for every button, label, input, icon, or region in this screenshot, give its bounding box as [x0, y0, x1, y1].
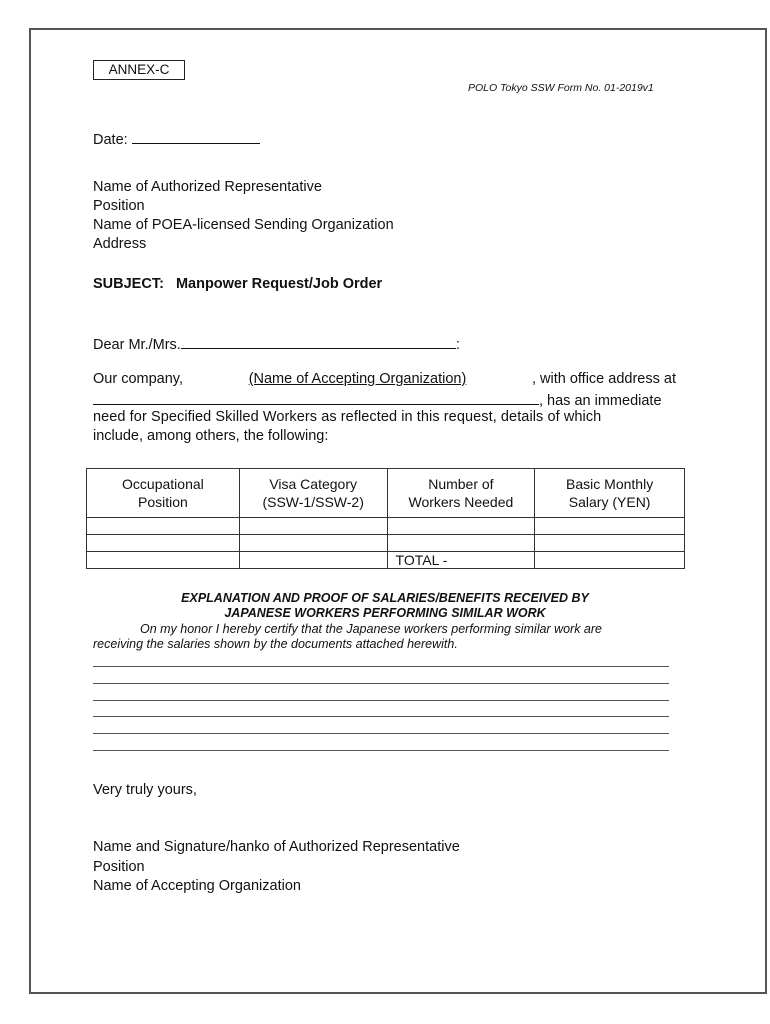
table-cell — [387, 518, 535, 535]
total-value-cell — [535, 552, 685, 569]
body-address-intro: , with office address at — [531, 371, 676, 387]
certification-line-2: receiving the salaries shown by the documents attached herewith. — [93, 637, 458, 651]
subject-text: Manpower Request/Job Order — [175, 276, 383, 292]
explanation-title-2: JAPANESE WORKERS PERFORMING SIMILAR WORK — [224, 606, 546, 620]
addressee-position: Position — [93, 198, 145, 214]
addressee-address: Address — [93, 236, 147, 252]
table-cell — [387, 535, 535, 552]
manpower-request-table — [86, 468, 685, 569]
salutation-suffix: : — [455, 337, 460, 353]
org-name-placeholder: (Name of Accepting Organization) — [248, 371, 467, 387]
table-cell — [239, 552, 387, 569]
table-cell — [535, 518, 685, 535]
body-immediate: , has an immediate — [539, 393, 662, 409]
body-company: Our company, — [93, 371, 183, 387]
table-cell — [239, 518, 387, 535]
blank-line — [93, 700, 669, 701]
body-line-4: include, among others, the following: — [93, 428, 329, 444]
salutation-prefix: Dear Mr./Mrs. — [93, 337, 181, 353]
table-row — [87, 535, 685, 552]
signatory-position: Position — [93, 859, 145, 875]
table-cell — [535, 535, 685, 552]
header-occupational-position: Occupational Position — [87, 469, 240, 518]
date-line — [93, 129, 260, 148]
header-visa-category: Visa Category (SSW-1/SSW-2) — [239, 469, 387, 518]
table-cell — [87, 535, 240, 552]
signatory-organization: Name of Accepting Organization — [93, 878, 301, 894]
body-line-1 — [93, 371, 676, 387]
blank-line — [93, 750, 669, 751]
total-label: TOTAL - — [387, 552, 535, 569]
body-line-2 — [93, 390, 662, 409]
table-total-row — [87, 552, 685, 569]
blank-line — [93, 733, 669, 734]
table-header-row — [87, 469, 685, 518]
table-cell — [87, 552, 240, 569]
salutation — [93, 334, 460, 353]
addressee-organization: Name of POEA-licensed Sending Organization — [93, 217, 394, 233]
blank-line — [93, 716, 669, 717]
table-cell — [87, 518, 240, 535]
annex-label: ANNEX-C — [93, 60, 185, 80]
subject-line — [93, 276, 382, 292]
table-row — [87, 518, 685, 535]
subject-label: SUBJECT: — [93, 276, 164, 292]
body-line-3: need for Specified Skilled Workers as reflected in this request, details of which — [93, 409, 602, 425]
form-number: POLO Tokyo SSW Form No. 01-2019v1 — [468, 82, 654, 94]
closing: Very truly yours, — [93, 782, 197, 798]
explanation-title-1: EXPLANATION AND PROOF OF SALARIES/BENEFITS RECEIVED BY — [181, 591, 589, 605]
date-label: Date: — [93, 132, 128, 148]
certification-line-1: On my honor I hereby certify that the Japanese workers performing similar work are — [140, 622, 602, 636]
blank-line — [93, 666, 669, 667]
table-cell — [239, 535, 387, 552]
date-blank — [132, 129, 260, 144]
blank-line — [93, 683, 669, 684]
address-blank — [93, 390, 539, 405]
signatory-name: Name and Signature/hanko of Authorized Representative — [93, 839, 460, 855]
header-number-of-workers: Number of Workers Needed — [387, 469, 535, 518]
header-basic-monthly-salary: Basic Monthly Salary (YEN) — [535, 469, 685, 518]
addressee-name: Name of Authorized Representative — [93, 179, 322, 195]
salutation-blank — [181, 334, 456, 349]
